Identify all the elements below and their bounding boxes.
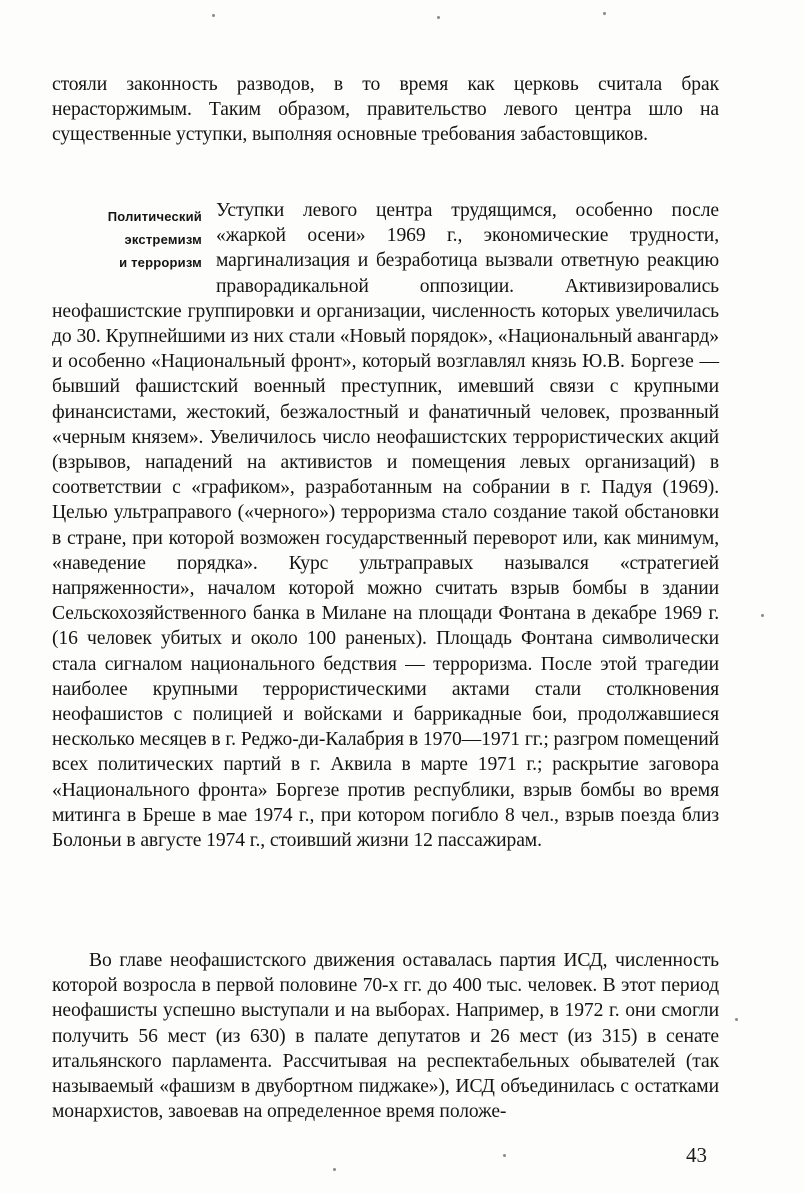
sidehead-line-1: Политический: [107, 209, 202, 224]
scan-speck: [503, 1154, 506, 1157]
section-body-text: Уступки левого центра трудящимся, особенно после «жаркой осени» 1969 г., экономические трудности, маргинализация и безработица вызвали ответную реакцию праворадикальной оппозиции. Активизировались неофашистские группировки и организации, численность которых увеличилась до 30. Крупнейшими из них стали «Новый порядок», «Национальный авангард» и особенно «Национальный фронт», который возглавлял князь Ю.В. Боргезе — бывший фашистский военный преступник, имевший связи с крупными финансистами, жестокий, безжалостный и фанатичный человек, прозванный «черным князем». Увеличилось число неофашистских террористических акций (взрывов, нападений на активистов и помещения левых организаций) в соответствии с «графиком», разработанным на собрании в г. Падуя (1969). Целью ультраправого («черного») терроризма стало создание такой обстановки в стране, при которой возможен государственный переворот или, как минимум, «наведение порядка». Курс ультраправых назывался «стратегией напряженности», началом которой можно считать взрыв бомбы в здании Сельскохозяйственного банка в Милане на площади Фонтана в декабре 1969 г. (16 человек убитых и около 100 раненых). Площадь Фонтана символически стала сигналом национального бедствия — терроризма. После этой трагедии наиболее крупными террористическими актами стали столкновения неофашистов с полицией и войсками и баррикадные бои, продолжавшиеся несколько месяцев в г. Реджо-ди-Калабрия в 1970—1971 гг.; разгром помещений всех политических партий в г. Аквила в марте 1971 г.; раскрытие заговора «Национального фронта» Боргезе против республики, взрыв бомбы во время митинга в Бреше в мае 1974 г., при котором погибло 8 чел., взрыв поезда близ Болоньи в августе 1974 г., стоивший жизни 12 пассажирам.: [52, 200, 719, 852]
paragraph-2-text: Во главе неофашистского движения оставалась партия ИСД, численность которой возросла в первой половине 70-х гг. до 400 тыс. человек. В этот период неофашисты успешно выступали и на выборах. Например, в 1972 г. они смогли получить 56 мест (из 630) в палате депутатов и 26 мест (из 315) в сенате итальянского парламента. Рассчитывая на респектабельных обывателей (так называемый «фашизм в двубортном пиджаке»), ИСД объединилась с остатками монархистов, завоевав на определенное время положе-: [52, 950, 719, 1123]
section-political-extremism: [52, 198, 719, 853]
scan-speck: [437, 16, 440, 19]
scan-speck: [761, 614, 764, 617]
section-sidehead: [52, 205, 202, 274]
intro-text: стояли законность разводов, в то время как церковь считала брак нерасторжимым. Таким образом, правительство левого центра шло на существенные уступки, выполняя основные требования забастовщиков.: [52, 74, 719, 146]
sidehead-line-3: и терроризм: [119, 255, 202, 270]
scan-speck: [333, 1168, 336, 1171]
scan-speck: [212, 14, 215, 17]
page-number: 43: [686, 1143, 707, 1167]
intro-paragraph: [52, 72, 719, 148]
scan-speck: [603, 12, 606, 15]
scan-speck: [735, 1018, 738, 1021]
paragraph-neofascist-movement: [52, 948, 719, 1124]
sidehead-line-2: экстремизм: [124, 232, 202, 247]
